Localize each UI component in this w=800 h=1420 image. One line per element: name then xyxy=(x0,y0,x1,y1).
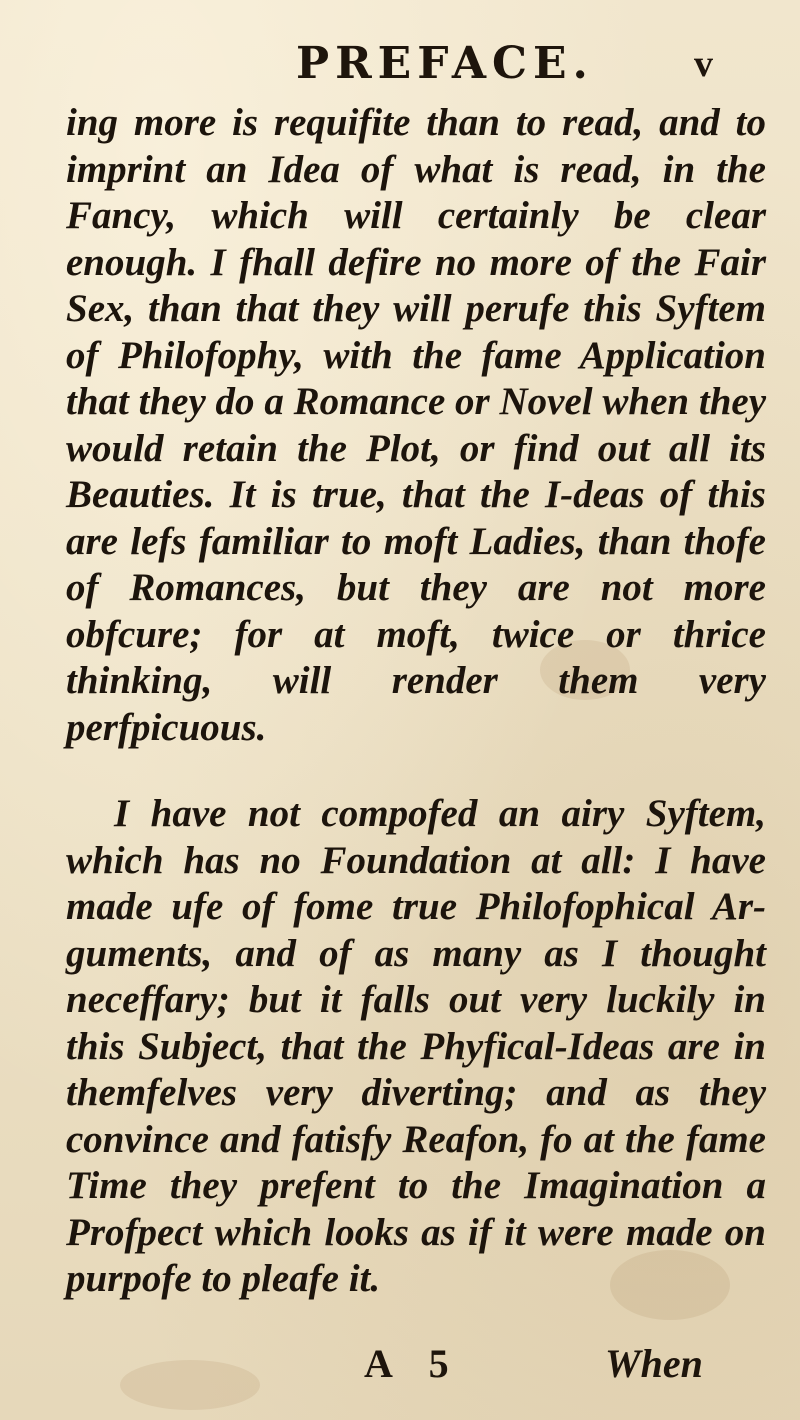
signature-mark: A 5 xyxy=(364,1341,463,1386)
body-text xyxy=(66,100,766,1303)
running-head: PREFACE. xyxy=(296,38,594,89)
page-header xyxy=(0,38,800,98)
page-number: v xyxy=(694,43,713,85)
paragraph: I have not compofed an airy Syftem, which has no Foundation at all: I have made ufe of fome true Philofophical Ar-guments, and of as many as I thought neceffary; but it falls out very luckily in this Subject, that the Phyfical-Ideas are in themfelves very diverting; and as they convince and fatisfy Reafon, fo at the fame Time they prefent to the Imagination a Profpect which looks as if it were made on purpofe to pleafe it. xyxy=(66,792,766,1300)
catchword: When xyxy=(605,1341,703,1386)
paragraph: ing more is requifite than to read, and to imprint an Idea of what is read, in the Fancy, which will certainly be clear enough. I fhall defire no more of the Fair Sex, than that they will perufe this Syftem of Philofophy, with the fame Application that they do a Romance or Novel when they would retain the Plot, or find out all its Beauties. It is true, that the I-deas of this are lefs familiar to moft Ladies, than thofe of Romances, but they are not more obfcure; for at moft, twice or thrice thinking, will render them very perfpicuous. xyxy=(66,101,766,749)
page-footer xyxy=(0,1340,800,1400)
